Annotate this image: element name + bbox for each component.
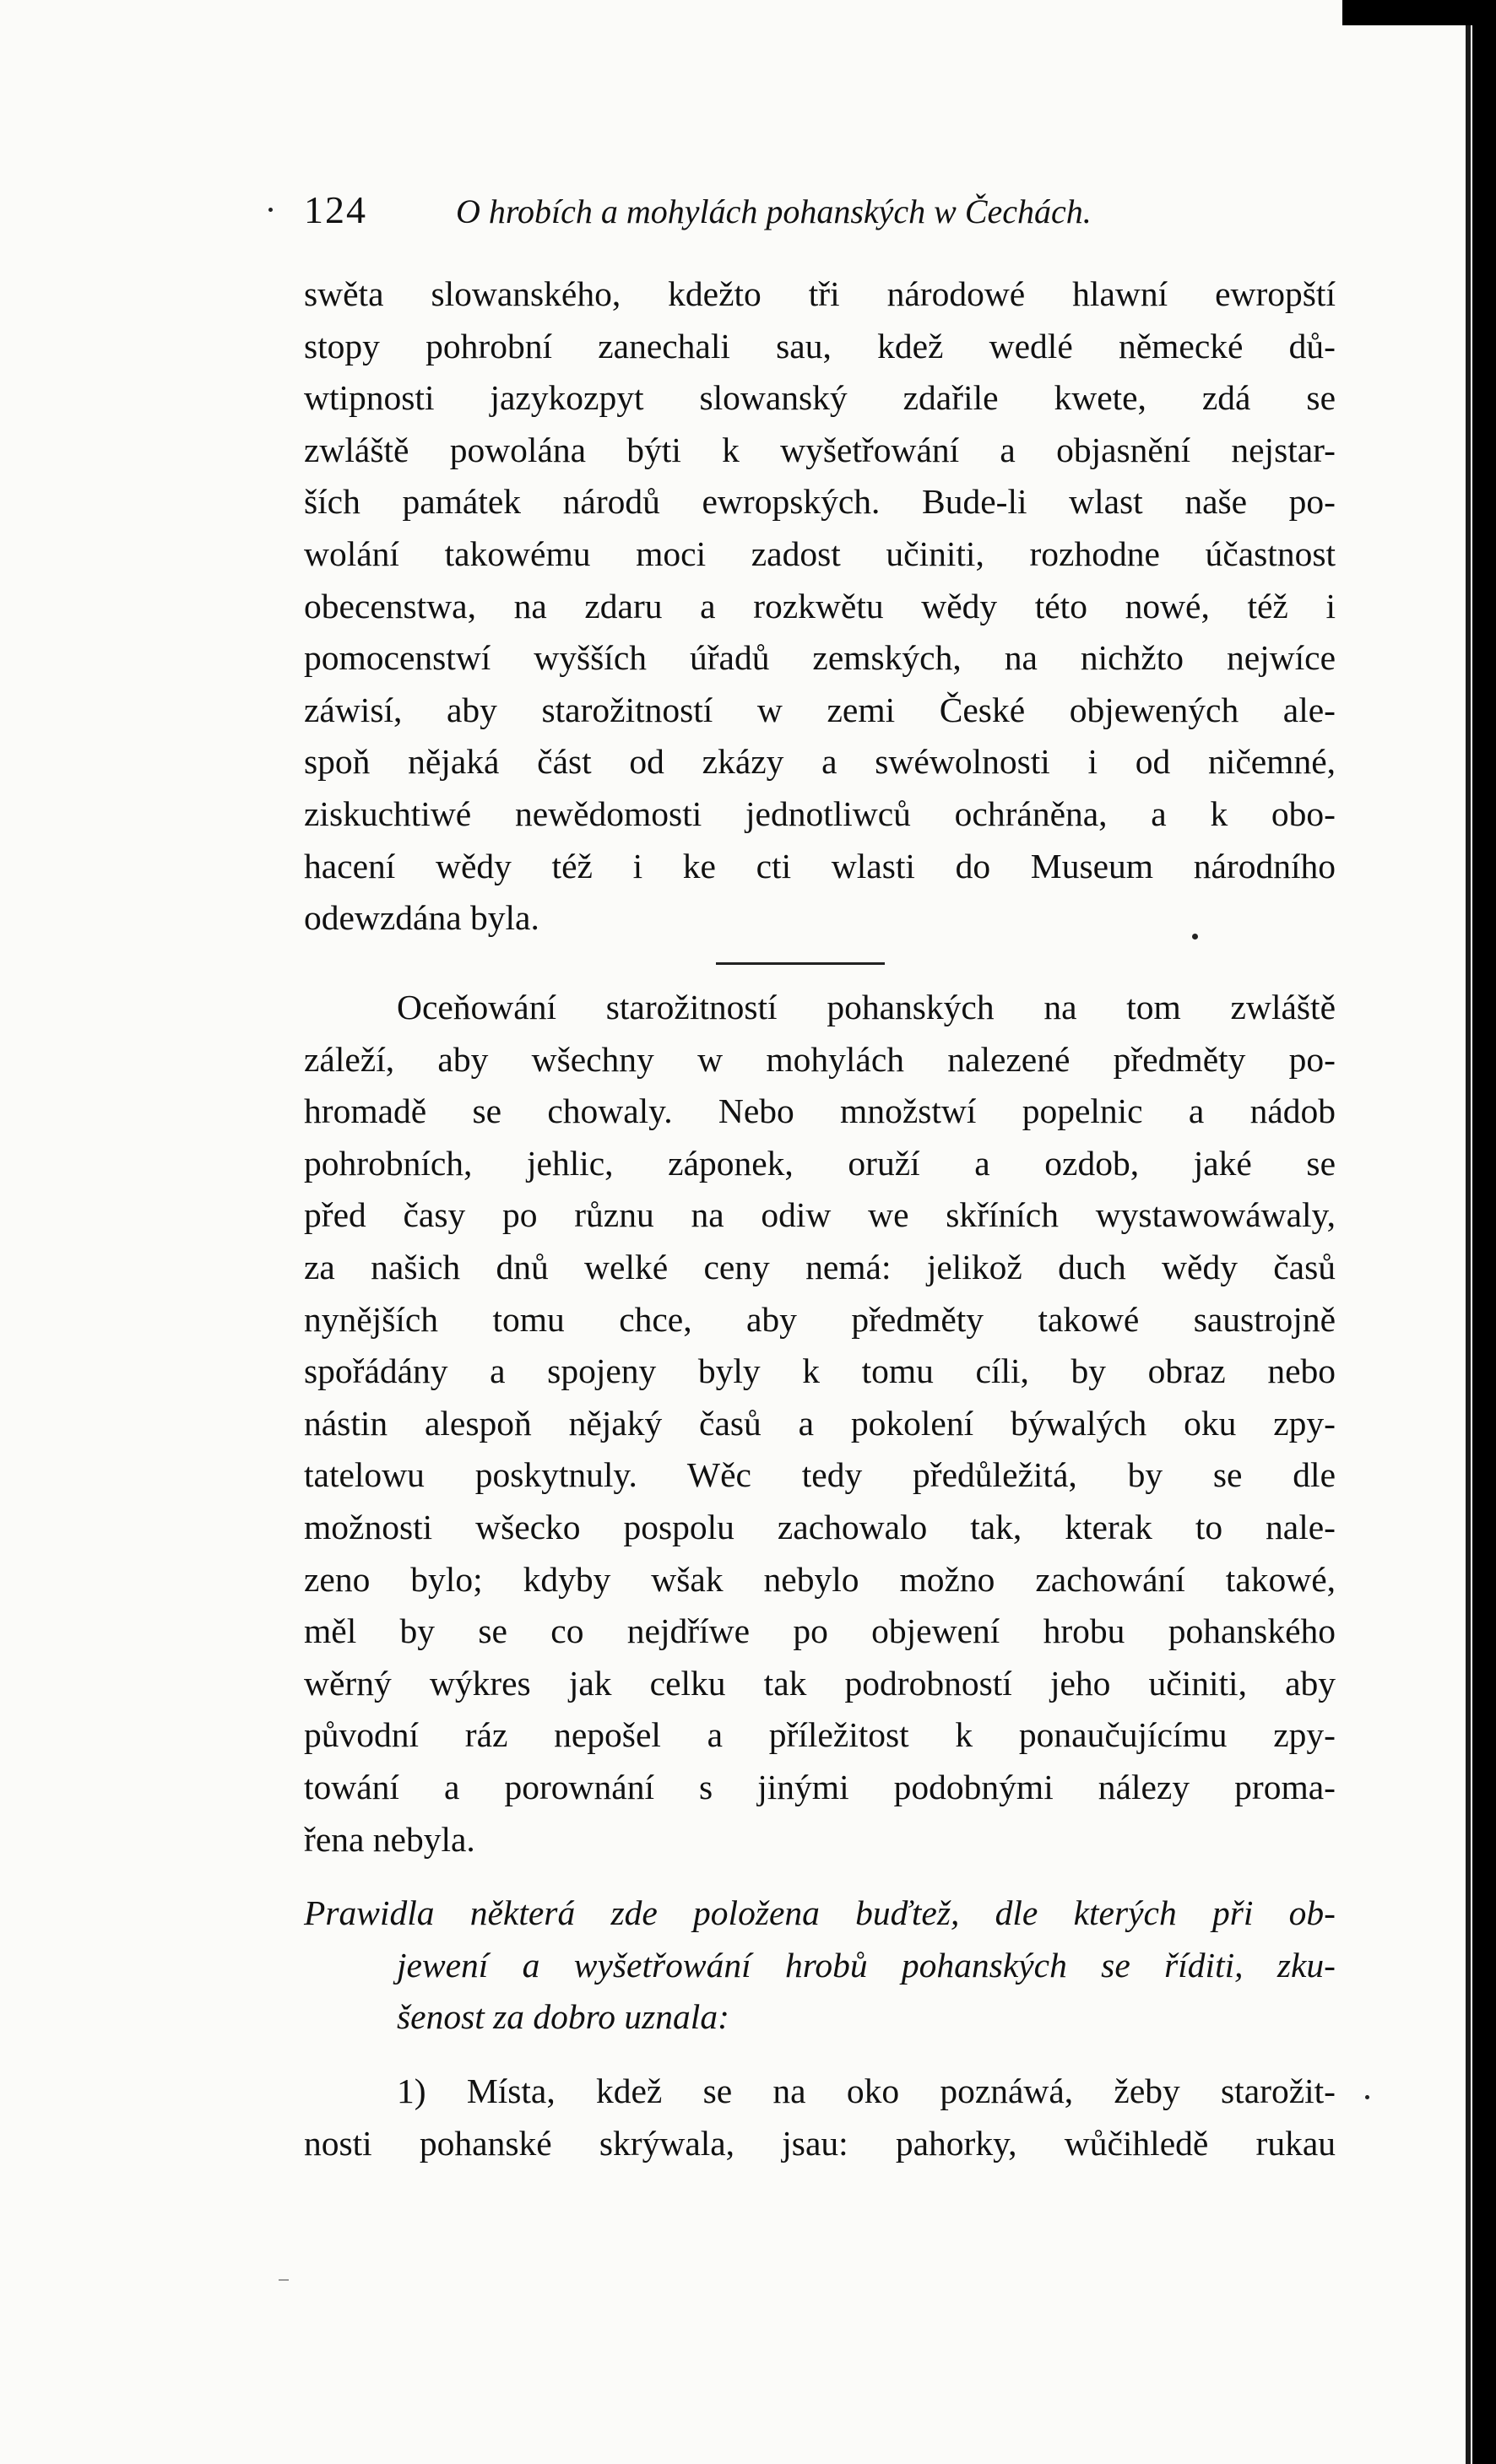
- text-line: před časy po různu na odiw we skříních wystawowáwaly,: [304, 1195, 1336, 1235]
- text-line: šenost za dobro uznala:: [397, 1997, 729, 2037]
- running-title: O hrobích a mohylách pohanských w Čechách.: [456, 192, 1092, 230]
- text-line: Prawidla některá zde položena buďtež, dle kterých při ob-: [304, 1893, 1336, 1932]
- paragraph-4: [304, 2066, 1336, 2169]
- text-line: jewení a wyšetřowání hrobů pohanských se říditi, zku-: [397, 1945, 1336, 1985]
- ink-speck: [1365, 2095, 1369, 2099]
- paragraph-1: [304, 268, 1336, 945]
- paragraph-2: [304, 982, 1336, 1866]
- text-line: spoň nějaká část od zkázy a swéwolnosti i od ničemné,: [304, 742, 1336, 782]
- page-number: 124: [304, 188, 367, 231]
- text-line: hacení wědy též i ke cti wlasti do Museum národního: [304, 846, 1336, 885]
- ink-speck: [268, 208, 273, 212]
- text-line: hromadě se chowaly. Nebo množstwí popelnic a nádob: [304, 1091, 1336, 1131]
- text-line: wtipnosti jazykozpyt slowanský zdařile kwete, zdá se: [304, 378, 1336, 418]
- text-line: spořádány a spojeny byly k tomu cíli, by obraz nebo: [304, 1351, 1336, 1391]
- text-line: obecenstwa, na zdaru a rozkwětu wědy této nowé, též i: [304, 586, 1336, 625]
- scan-mark: [279, 2279, 289, 2281]
- scan-edge-band: [1342, 0, 1472, 25]
- text-line: odewzdána byla.: [304, 898, 539, 938]
- text-line: 1) Místa, kdež se na oko poznáwá, žeby starožit-: [397, 2071, 1336, 2110]
- text-line: ziskuchtiwé newědomosti jednotliwců ochráněna, a k obo-: [304, 793, 1336, 833]
- text-line: záwisí, aby starožitností w zemi České objewených ale-: [304, 690, 1336, 729]
- text-line: wolání takowému moci zadost učiniti, rozhodne účastnost: [304, 533, 1336, 573]
- text-line: pomocenstwí wyšších úřadů zemských, na nichžto nejwíce: [304, 638, 1336, 678]
- text-line: Oceňowání starožitností pohanských na tom zwláště: [397, 988, 1336, 1026]
- text-line: stopy pohrobní zanechali sau, kdež wedlé německé dů-: [304, 326, 1336, 366]
- text-line: zeno bylo; kdyby wšak nebylo možno zachowání takowé,: [304, 1559, 1336, 1599]
- ink-speck: [1192, 934, 1198, 940]
- paragraph-3-italic: [304, 1887, 1336, 2044]
- page-edge-shadow: [1466, 0, 1471, 2464]
- text-line: nynějších tomu chce, aby předměty takowé saustrojně: [304, 1299, 1336, 1339]
- text-line: zwláště powolána býti k wyšetřowání a objasnění nejstar-: [304, 430, 1336, 469]
- text-line: řena nebyla.: [304, 1819, 475, 1859]
- text-line: původní ráz nepošel a příležitost k ponaučujícímu zpy-: [304, 1715, 1336, 1755]
- text-line: towání a porownání s jinými podobnými nálezy proma-: [304, 1767, 1336, 1806]
- text-line: wěrný wýkres jak celku tak podrobností jeho učiniti, aby: [304, 1663, 1336, 1703]
- text-line: pohrobních, jehlic, záponek, oruží a ozdob, jaké se: [304, 1143, 1336, 1183]
- text-line: za našich dnů welké ceny nemá: jelikož duch wědy časů: [304, 1247, 1336, 1286]
- page-header: [304, 187, 1199, 238]
- text-line: nosti pohanské skrýwala, jsau: pahorky, wůčihledě rukau: [304, 2123, 1336, 2163]
- section-divider: [716, 962, 885, 965]
- text-line: možnosti wšecko pospolu zachowalo tak, kterak to nale-: [304, 1507, 1336, 1546]
- scan-border: [1472, 0, 1496, 2464]
- text-line: tatelowu poskytnuly. Wěc tedy předůležitá, by se dle: [304, 1455, 1336, 1495]
- text-line: měl by se co nejdříwe po objewení hrobu pohanského: [304, 1611, 1336, 1651]
- text-line: záleží, aby wšechny w mohylách nalezené předměty po-: [304, 1039, 1336, 1079]
- text-line: nástin alespoň nějaký časů a pokolení býwalých oku zpy-: [304, 1403, 1336, 1443]
- text-line: swěta slowanského, kdežto tři národowé hlawní ewropští: [304, 274, 1336, 313]
- text-line: ších památek národů ewropských. Bude-li wlast naše po-: [304, 482, 1336, 522]
